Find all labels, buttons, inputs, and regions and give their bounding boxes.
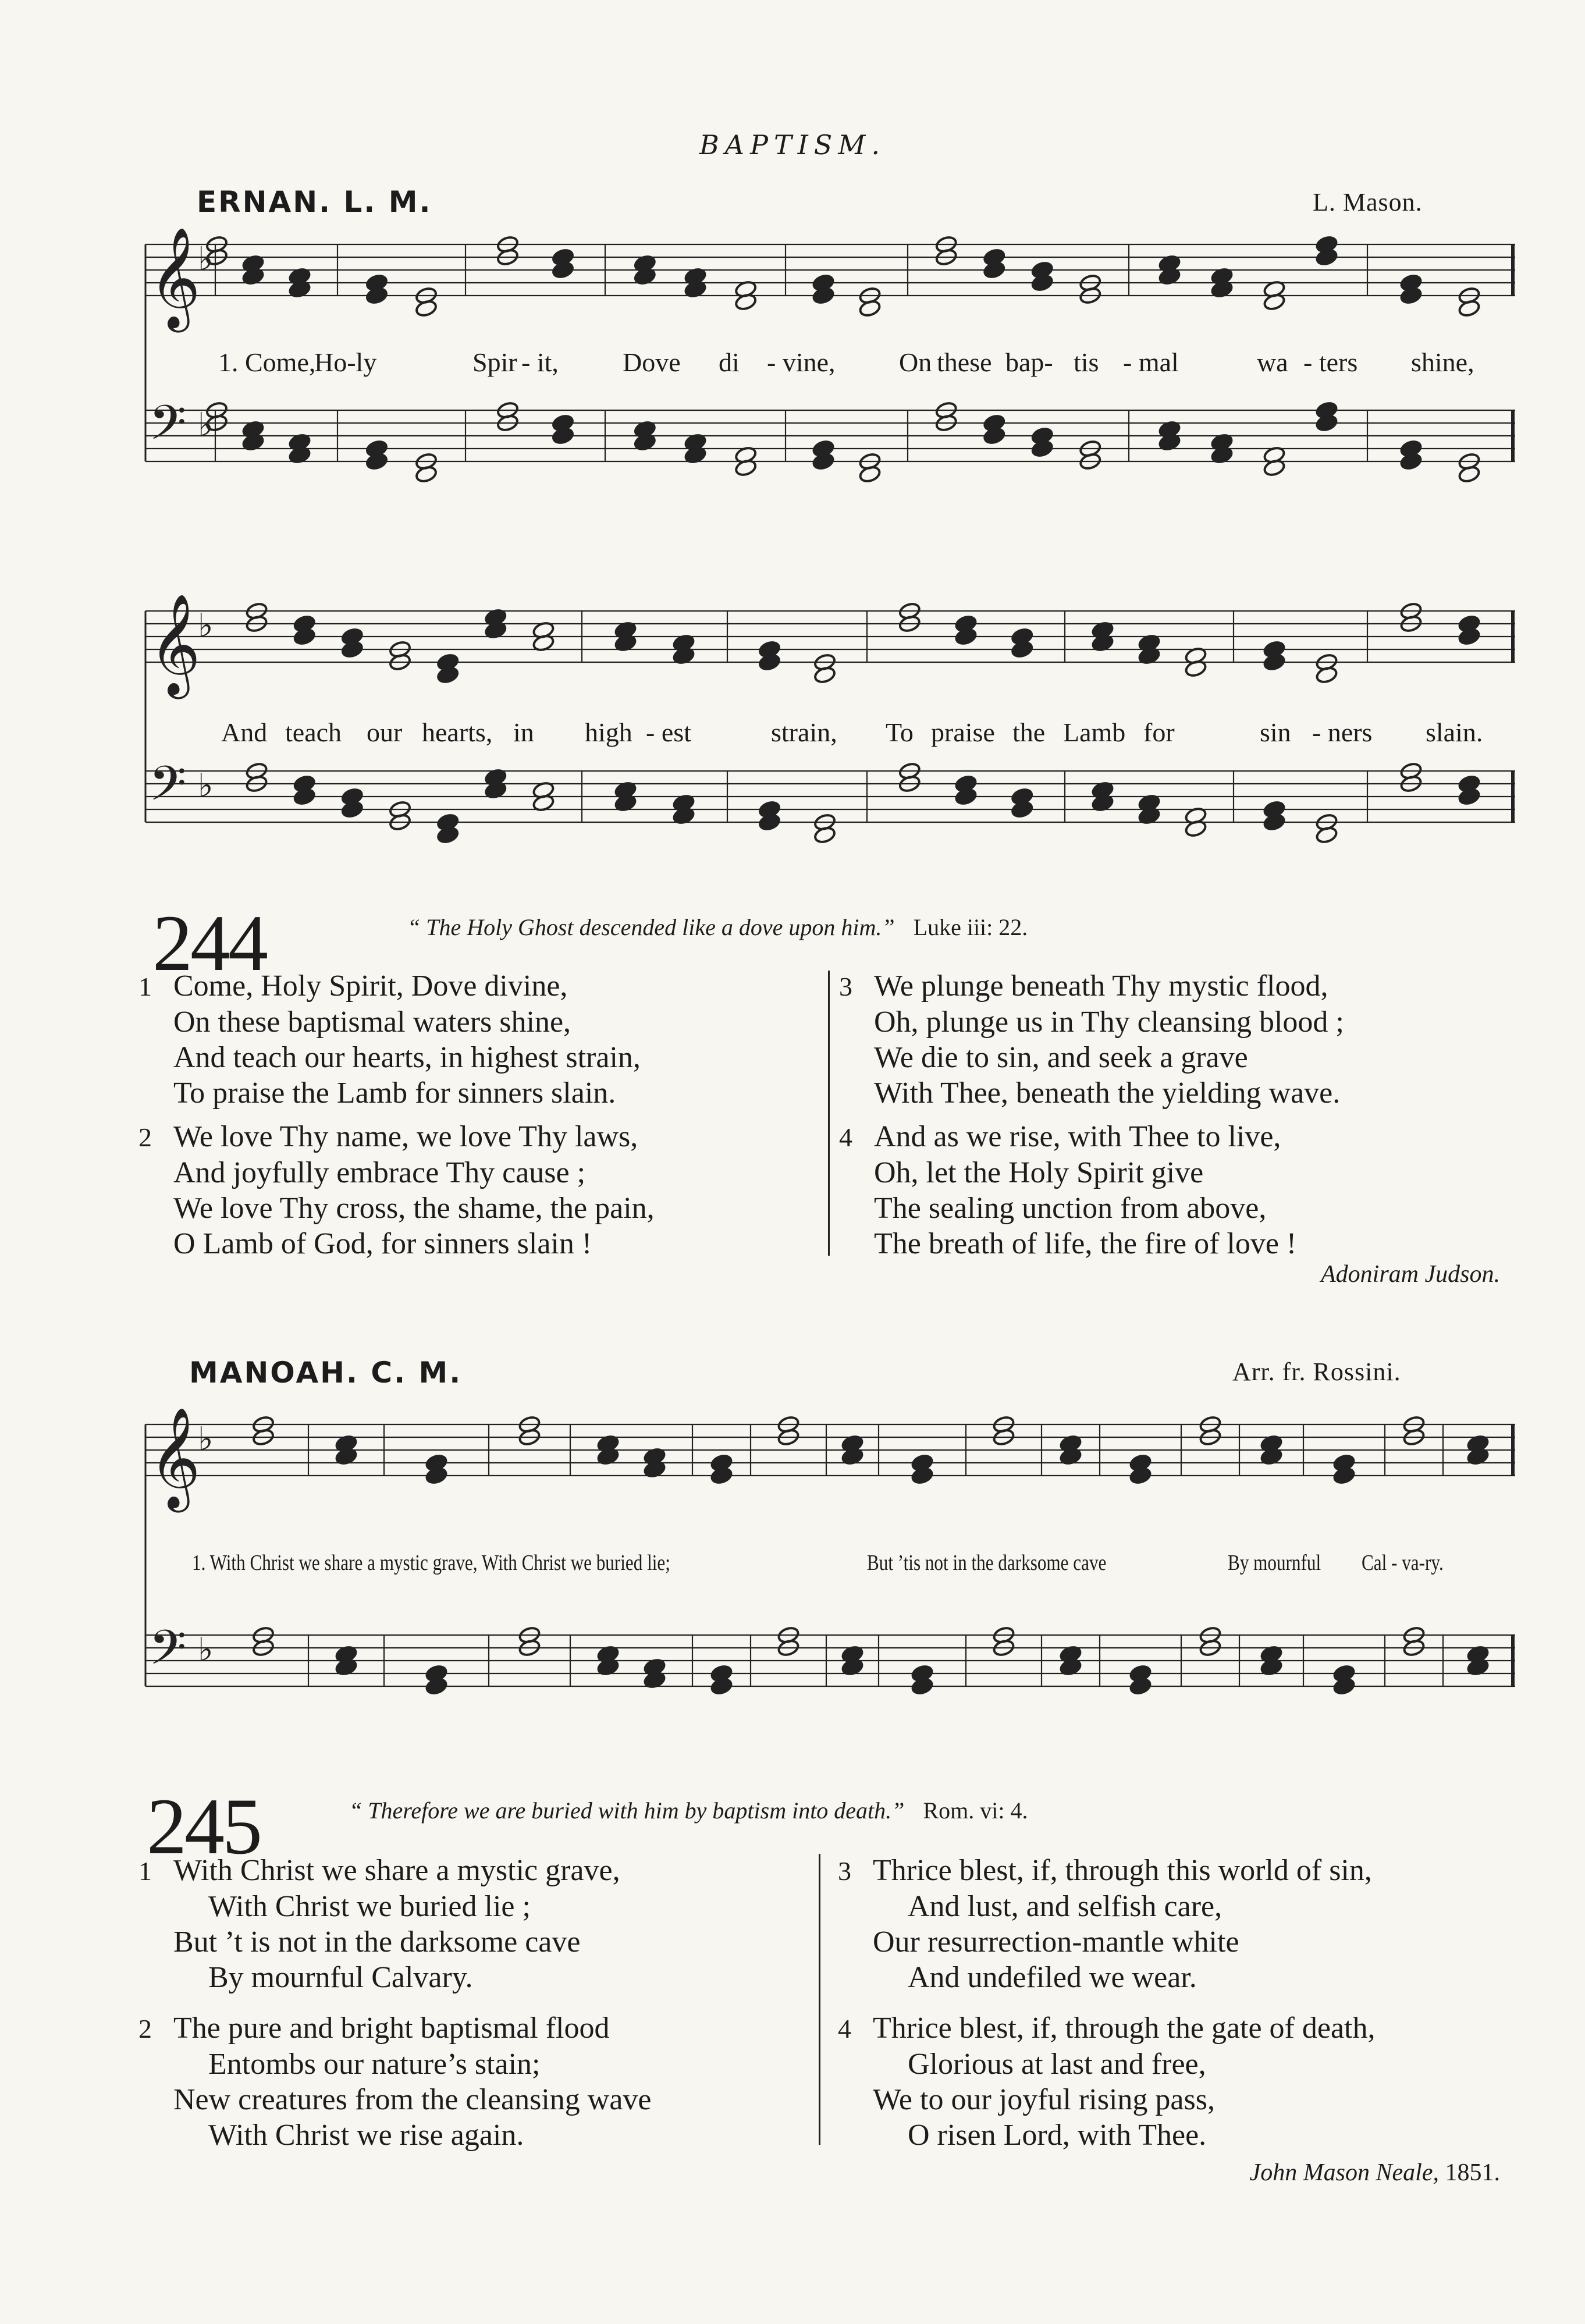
- epigraph-ref: Rom. vi: 4.: [923, 1797, 1028, 1824]
- verse-number: 2: [138, 2014, 152, 2044]
- flat-icon: ♭: [198, 767, 214, 805]
- verse-line: Come, Holy Spirit, Dove divine,: [173, 969, 568, 1003]
- verse-line: We love Thy name, we love Thy laws,: [173, 1120, 638, 1153]
- lyric-syllable: bap-: [1005, 347, 1053, 377]
- lyric-syllable: the: [1012, 717, 1046, 747]
- verse-line: O risen Lord, with Thee.: [908, 2119, 1207, 2152]
- composer-label: Arr. fr. Rossini.: [1232, 1358, 1401, 1386]
- lyric-syllable: Ho-ly: [314, 347, 377, 377]
- lyric-syllable: And: [221, 717, 268, 747]
- verse-line: We plunge beneath Thy mystic flood,: [874, 969, 1328, 1003]
- author: Adoniram Judson.: [1321, 1261, 1500, 1288]
- lyric-syllable: - mal: [1123, 347, 1179, 377]
- treble-clef-icon: 𝄞: [149, 1407, 201, 1508]
- verse-line: We die to sin, and seek a grave: [874, 1041, 1248, 1074]
- verse-line: Entombs our nature’s stain;: [208, 2048, 541, 2081]
- author: [1250, 2159, 1500, 2187]
- verse-line: The pure and bright baptismal flood: [173, 2012, 610, 2045]
- verse-line: But ’t is not in the darksome cave: [173, 1925, 581, 1959]
- hymn-number: 244: [152, 898, 266, 987]
- lyric-syllable: praise: [931, 717, 995, 747]
- verse-line: Thrice blest, if, through this world of sin,: [873, 1854, 1372, 1887]
- verse-2: [138, 2010, 652, 2153]
- verse-line: And joyfully embrace Thy cause ;: [173, 1156, 586, 1189]
- verses-244-right: [839, 968, 1344, 1262]
- hymn-number: 245: [147, 1782, 260, 1871]
- verses-244-left: [138, 968, 655, 1262]
- lyric-phrase: By mournful: [1228, 1551, 1321, 1575]
- verses-245-right: [838, 1853, 1375, 2153]
- epigraph-ref: Luke iii: 22.: [913, 914, 1028, 940]
- lyric-syllable: - it,: [521, 347, 559, 377]
- author-year: 1851.: [1445, 2159, 1500, 2186]
- bass-clef-icon: 𝄢: [149, 1619, 187, 1687]
- verse-number: 2: [138, 1122, 152, 1152]
- verse-line: And as we rise, with Thee to live,: [874, 1120, 1281, 1153]
- lyric-syllable: di: [719, 347, 740, 377]
- lyric-phrase: 1. With Christ we share a mystic grave, With Christ we buried lie;: [192, 1551, 670, 1575]
- lyric-syllable: - ners: [1312, 717, 1373, 747]
- verse-4: [839, 1119, 1344, 1262]
- verse-line: With Christ we buried lie ;: [208, 1890, 531, 1923]
- verse-number: 3: [839, 972, 852, 1001]
- verse-line: With Christ we rise again.: [208, 2119, 524, 2152]
- lyric-phrase: But ’tis not in the darksome cave: [867, 1551, 1107, 1575]
- verse-1: [138, 968, 655, 1111]
- lyric-syllable: in: [513, 717, 534, 747]
- verse-line: New creatures from the cleansing wave: [173, 2083, 652, 2116]
- verse-line: Thrice blest, if, through the gate of death,: [873, 2012, 1376, 2045]
- column-divider: [828, 971, 830, 1256]
- lyrics-244-line1: [175, 347, 1513, 382]
- verse-line: Oh, let the Holy Spirit give: [874, 1156, 1204, 1189]
- verse-line: Glorious at last and free,: [908, 2048, 1206, 2081]
- flat-icon: ♭: [198, 1420, 214, 1458]
- verse-4: [838, 2010, 1375, 2153]
- epigraph: [407, 914, 1028, 941]
- bass-clef-icon: 𝄢: [149, 755, 187, 823]
- lyrics-244-line2: [175, 717, 1513, 752]
- verse-line: We love Thy cross, the shame, the pain,: [173, 1192, 655, 1225]
- lyric-syllable: - est: [646, 717, 691, 747]
- epigraph-text: “ The Holy Ghost descended like a dove upon him.”: [407, 914, 895, 940]
- verse-line: O Lamb of God, for sinners slain !: [173, 1227, 592, 1260]
- lyric-syllable: 1. Come,: [218, 347, 316, 377]
- lyrics-245: [192, 1550, 1519, 1580]
- lyric-syllable: - ters: [1303, 347, 1358, 377]
- flat-icon: ♭: [198, 607, 214, 645]
- verse-line: The breath of life, the fire of love !: [874, 1227, 1297, 1260]
- verse-line: On these baptismal waters shine,: [173, 1005, 571, 1039]
- lyric-syllable: Lamb: [1063, 717, 1126, 747]
- epigraph: [349, 1797, 1028, 1824]
- verse-line: With Thee, beneath the yielding wave.: [874, 1076, 1341, 1110]
- verse-line: We to our joyful rising pass,: [873, 2083, 1215, 2116]
- lyric-syllable: shine,: [1411, 347, 1474, 377]
- lyric-syllable: Spir: [472, 347, 517, 377]
- verse-3: [838, 1853, 1375, 1995]
- verse-line: Oh, plunge us in Thy cleansing blood ;: [874, 1005, 1344, 1039]
- lyric-phrase: Cal - va-ry.: [1362, 1551, 1444, 1575]
- column-divider: [819, 1854, 820, 2145]
- lyric-syllable: strain,: [771, 717, 837, 747]
- flat-icon: ♭: [198, 406, 214, 444]
- lyric-syllable: tis: [1074, 347, 1099, 377]
- lyric-syllable: Dove: [623, 347, 681, 377]
- bass-clef-icon: 𝄢: [149, 395, 187, 463]
- lyric-syllable: high: [585, 717, 632, 747]
- lyric-syllable: sin: [1260, 717, 1291, 747]
- lyric-syllable: for: [1143, 717, 1175, 747]
- epigraph-text: “ Therefore we are buried with him by baptism into death.”: [349, 1797, 905, 1824]
- flat-icon: ♭: [198, 240, 214, 278]
- verse-line: And lust, and selfish care,: [908, 1890, 1222, 1923]
- verse-number: 3: [838, 1856, 851, 1886]
- music-system-245: [134, 1396, 1519, 1775]
- treble-clef-icon: 𝄞: [149, 594, 201, 695]
- lyric-syllable: To: [886, 717, 914, 747]
- lyric-syllable: On: [899, 347, 932, 377]
- verse-line: To praise the Lamb for sinners slain.: [173, 1076, 616, 1110]
- section-title: BAPTISM.: [699, 129, 886, 161]
- treble-clef-icon: 𝄞: [149, 227, 201, 328]
- verse-line: By mournful Calvary.: [208, 1961, 473, 1994]
- lyric-syllable: hearts,: [422, 717, 493, 747]
- verse-number: 1: [138, 1856, 152, 1886]
- verse-line: The sealing unction from above,: [874, 1192, 1267, 1225]
- lyric-syllable: our: [367, 717, 403, 747]
- verses-245-left: [138, 1853, 652, 2153]
- tune-name-ernan: ERNAN. L. M.: [197, 185, 432, 219]
- lyric-syllable: these: [937, 347, 992, 377]
- verse-3: [839, 968, 1344, 1111]
- author-name: John Mason Neale,: [1249, 2159, 1439, 2186]
- verse-number: 1: [138, 972, 152, 1001]
- composer-label: L. Mason.: [1313, 188, 1423, 216]
- lyric-syllable: - vine,: [767, 347, 836, 377]
- verse-line: Our resurrection-mantle white: [873, 1925, 1239, 1959]
- lyric-syllable: teach: [285, 717, 342, 747]
- verse-line: And teach our hearts, in highest strain,: [173, 1041, 641, 1074]
- tune-name-manoah: MANOAH. C. M.: [189, 1356, 463, 1390]
- verse-line: With Christ we share a mystic grave,: [173, 1854, 620, 1887]
- lyric-syllable: wa: [1257, 347, 1288, 377]
- verse-1: [138, 1853, 652, 1995]
- verse-line: And undefiled we wear.: [908, 1961, 1197, 1994]
- lyric-syllable: slain.: [1426, 717, 1483, 747]
- verse-number: 4: [839, 1122, 852, 1152]
- verse-number: 4: [838, 2014, 851, 2044]
- flat-icon: ♭: [198, 1631, 214, 1669]
- verse-2: [138, 1119, 655, 1262]
